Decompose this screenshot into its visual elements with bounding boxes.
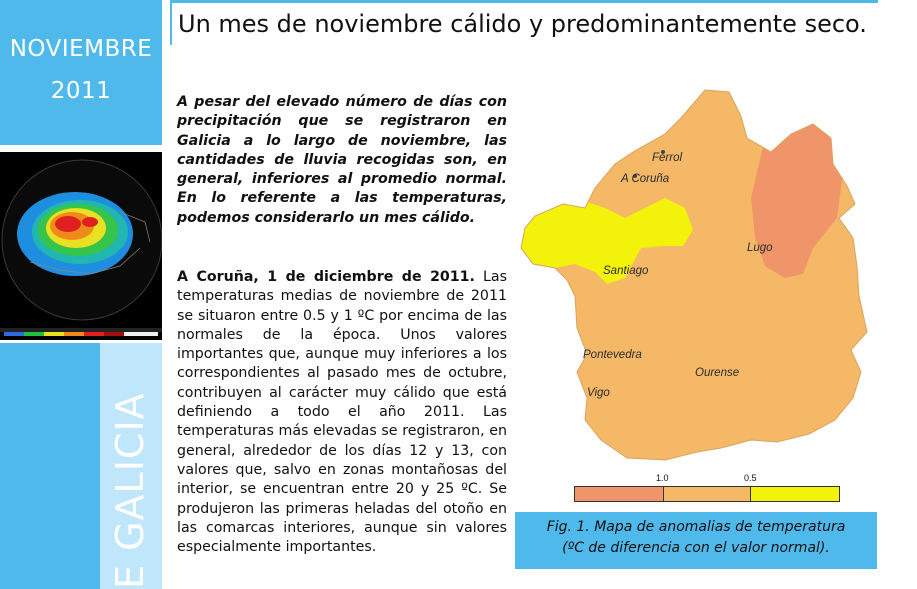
galicia-map (515, 68, 880, 488)
month-label: NOVIEMBRE (9, 36, 153, 62)
city-pontevedra: Pontevedra (583, 349, 642, 361)
caption-line-1: Fig. 1. Mapa de anomalias de temperatura (546, 519, 846, 535)
anomaly-map (515, 68, 880, 488)
side-band-text: E GALICIA (108, 392, 152, 589)
figure-caption (515, 512, 877, 569)
city-santiago: Santiago (603, 265, 649, 277)
legend-swatch-mid (663, 486, 751, 502)
month-box (0, 0, 162, 145)
legend-tick-05: 0.5 (744, 473, 757, 483)
body-text: Las temperaturas medias de noviembre de 2011 se situaron entre 0.5 y 1 ºC por encima de las normales de la época. Unos valores importantes que, aunque muy inferiores a los correspondientes al pasado mes de octubre, contribuyen al carácter muy cálido que está definiendo a todo el año 2011. Las temperaturas más elevadas se registraron, en general, alrededor de los días 12 y 13, con valores que, salvo en zonas montañosas del interior, se encuentran entre 20 y 25 ºC. Se produjeron las primeras heladas del otoño en las comarcas interiores, aunque sin valores especialmente importantes. (177, 269, 508, 556)
city-ferrol: Ferrol (652, 152, 683, 164)
city-coruna: A Coruña (621, 173, 670, 185)
side-band-dark (0, 343, 100, 589)
radar-graphic (0, 152, 162, 340)
city-ourense: Ourense (695, 367, 740, 379)
legend-swatch-high (574, 486, 664, 502)
intro-paragraph: A pesar del elevado número de días con precipitación que se registraron en Galicia a lo largo de noviembre, las cantidades de lluvia recogidas son, en general, inferiores al promedio normal. En lo referente a las temperaturas, podemos considerarlo un mes cálido. (177, 94, 507, 226)
radar-image (0, 152, 162, 340)
title-vertical-rule (170, 0, 172, 45)
title-rule (170, 0, 878, 3)
legend-swatch-low (750, 486, 840, 502)
legend-tick-1: 1.0 (656, 473, 669, 483)
caption-line-2: (ºC de diferencia con el valor normal). (562, 540, 830, 556)
page-title: Un mes de noviembre cálido y predominantemente seco. (178, 10, 867, 38)
city-lugo: Lugo (747, 242, 773, 254)
map-legend (574, 470, 840, 504)
year-label: 2011 (50, 78, 112, 104)
body-paragraph (177, 268, 507, 557)
dateline: A Coruña, 1 de diciembre de 2011. (177, 269, 475, 285)
city-vigo: Vigo (587, 387, 610, 399)
